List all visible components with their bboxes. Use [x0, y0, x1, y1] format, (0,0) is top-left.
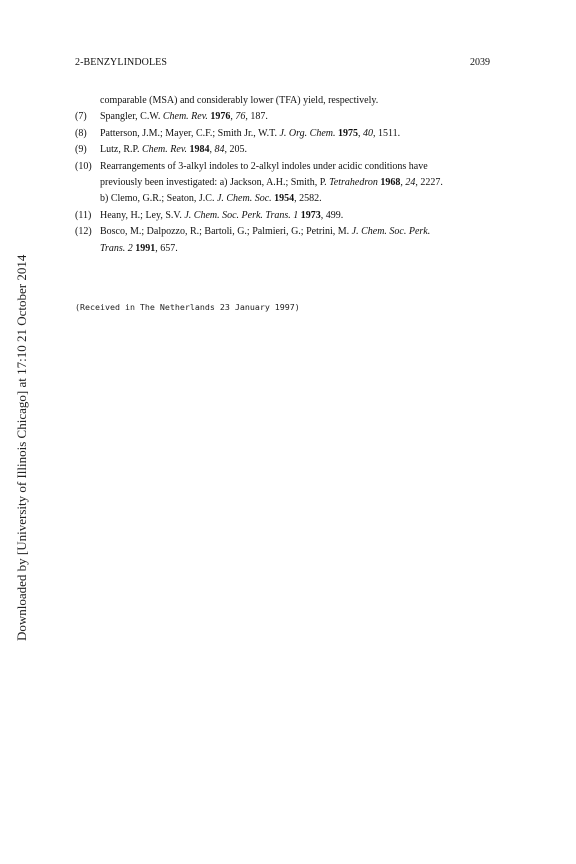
- reference-journal: J. Chem. Soc. Perk. Trans. 1: [184, 209, 299, 221]
- reference-journal: 40: [362, 127, 373, 139]
- reference-segment: previously been investigated: a) Jackson, A.H.; Smith, P.: [100, 177, 330, 189]
- reference-item: [75, 159, 515, 208]
- reference-segment: b) Clemo, G.R.; Seaton, J.C.: [100, 193, 217, 205]
- reference-journal: Chem. Rev.: [162, 111, 208, 123]
- reference-segment: , 2227.: [415, 177, 443, 189]
- reference-text: [100, 109, 515, 125]
- reference-year: 1991: [135, 242, 156, 254]
- reference-journal: J. Chem. Soc. Perk.: [351, 226, 431, 238]
- reference-segment: , 205.: [224, 144, 248, 156]
- reference-number: (11): [75, 209, 92, 221]
- reference-segment: ,: [209, 144, 215, 156]
- reference-year: 1976: [210, 111, 231, 123]
- reference-item: [75, 224, 515, 257]
- reference-segment: ,: [400, 177, 406, 189]
- reference-text: [100, 208, 515, 224]
- reference-segment: ,: [357, 127, 363, 139]
- reference-text: [100, 159, 515, 208]
- reference-journal: 76: [235, 111, 246, 123]
- reference-journal: Tetrahedron: [329, 177, 378, 189]
- reference-segment: Lutz, R.P.: [100, 144, 142, 156]
- reference-journal: 24: [405, 177, 416, 189]
- reference-year: 1973: [300, 209, 321, 221]
- reference-journal: 84: [214, 144, 225, 156]
- reference-journal: Trans. 2: [100, 242, 133, 254]
- reference-number: (7): [75, 111, 87, 123]
- reference-segment: Bosco, M.; Dalpozzo, R.; Bartoli, G.; Palmieri, G.; Petrini, M.: [100, 226, 352, 238]
- reference-segment: Heany, H.; Ley, S.V.: [100, 209, 185, 221]
- reference-segment: Patterson, J.M.; Mayer, C.F.; Smith Jr., W.T.: [100, 127, 280, 139]
- reference-number: (8): [75, 127, 87, 139]
- reference-journal: J. Org. Chem.: [279, 127, 336, 139]
- reference-item: [75, 142, 515, 158]
- reference-segment: Spangler, C.W.: [100, 111, 163, 123]
- reference-segment: ,: [230, 111, 236, 123]
- reference-entries: [75, 109, 515, 257]
- reference-journal: J. Chem. Soc.: [216, 193, 272, 205]
- download-watermark: Downloaded by [University of Illinois Chicago] at 17:10 21 October 2014: [14, 254, 29, 641]
- reference-number: (9): [75, 144, 87, 156]
- reference-text: [100, 142, 515, 158]
- footnote-continuation: comparable (MSA) and considerably lower (TFA) yield, respectively.: [100, 95, 379, 106]
- reference-year: 1975: [337, 127, 358, 139]
- reference-year: 1954: [274, 193, 295, 205]
- reference-list: [75, 93, 515, 257]
- reference-segment: , 1511.: [372, 127, 401, 139]
- reference-item: [75, 208, 515, 224]
- reference-segment: , 187.: [245, 111, 268, 123]
- reference-journal: Chem. Rev.: [141, 144, 188, 156]
- reference-number: (12): [75, 226, 92, 238]
- received-date-line: (Received in The Netherlands 23 January 1997): [75, 302, 300, 312]
- page-number: 2039: [470, 57, 490, 68]
- reference-segment: , 657.: [155, 242, 178, 254]
- reference-year: 1984: [189, 144, 210, 156]
- reference-segment: , 499.: [320, 209, 344, 221]
- running-title: 2-BENZYLINDOLES: [75, 57, 168, 68]
- reference-segment: , 2582.: [294, 193, 322, 205]
- reference-segment: Rearrangements of 3-alkyl indoles to 2-alkyl indoles under acidic conditions have: [100, 160, 428, 172]
- reference-number: (10): [75, 160, 92, 172]
- reference-text: [100, 224, 515, 257]
- reference-text: [100, 126, 515, 142]
- reference-item: [75, 109, 515, 125]
- reference-year: 1968: [380, 177, 401, 189]
- reference-item: [75, 126, 515, 142]
